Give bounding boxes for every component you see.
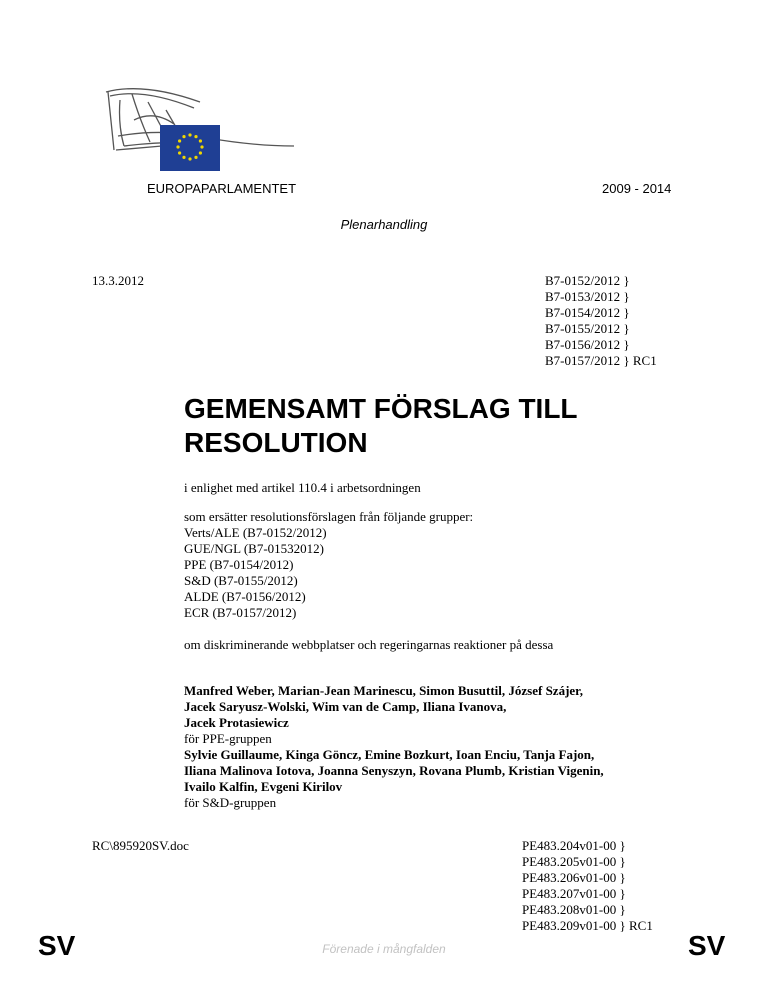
pe-reference: PE483.209v01-00 } RC1 <box>522 918 653 933</box>
group-affiliation: för PPE-gruppen <box>184 731 272 746</box>
title-line: RESOLUTION <box>184 427 368 458</box>
group-entry: S&D (B7-0155/2012) <box>184 573 298 588</box>
pe-references <box>522 838 653 934</box>
reference-number: B7-0156/2012 } <box>545 337 630 352</box>
title-line: GEMENSAMT FÖRSLAG TILL <box>184 393 578 424</box>
resolution-subject: om diskriminerande webbplatser och regeringarnas reaktioner på dessa <box>184 637 554 652</box>
document-references <box>545 273 657 369</box>
reference-number: B7-0155/2012 } <box>545 321 630 336</box>
group-entry: ALDE (B7-0156/2012) <box>184 589 306 604</box>
author-line: Ivailo Kalfin, Evgeni Kirilov <box>184 779 343 794</box>
author-line: Iliana Malinova Iotova, Joanna Senyszyn, Rovana Plumb, Kristian Vigenin, <box>184 763 604 778</box>
language-code-right: SV <box>688 930 726 961</box>
replaced-motions <box>184 509 704 621</box>
author-line: Jacek Saryusz-Wolski, Wim van de Camp, Iliana Ivanova, <box>184 699 507 714</box>
group-entry: PPE (B7-0154/2012) <box>184 557 294 572</box>
author-line: Sylvie Guillaume, Kinga Göncz, Emine Bozkurt, Ioan Enciu, Tanja Fajon, <box>184 747 595 762</box>
european-parliament-logo <box>104 80 304 180</box>
reference-number: B7-0154/2012 } <box>545 305 630 320</box>
authors-block <box>184 683 724 811</box>
language-code-left: SV <box>38 930 76 961</box>
group-entry: GUE/NGL (B7-01532012) <box>184 541 324 556</box>
group-entry: Verts/ALE (B7-0152/2012) <box>184 525 327 540</box>
pe-reference: PE483.208v01-00 } <box>522 902 626 917</box>
procedural-rule: i enlighet med artikel 110.4 i arbetsordningen <box>184 480 421 495</box>
eu-flag-icon <box>160 125 220 171</box>
document-type: Plenarhandling <box>340 217 428 232</box>
institution-name: EUROPAPARLAMENTET <box>147 181 297 196</box>
document-date: 13.3.2012 <box>92 273 144 288</box>
parliamentary-term: 2009 - 2014 <box>602 181 672 196</box>
pe-reference: PE483.207v01-00 } <box>522 886 626 901</box>
reference-number: B7-0153/2012 } <box>545 289 630 304</box>
author-line: Manfred Weber, Marian-Jean Marinescu, Simon Busuttil, József Szájer, <box>184 683 584 698</box>
eu-motto: Förenade i mångfalden <box>322 942 446 956</box>
group-entry: ECR (B7-0157/2012) <box>184 605 297 620</box>
pe-reference: PE483.206v01-00 } <box>522 870 626 885</box>
author-line: Jacek Protasiewicz <box>184 715 289 730</box>
replaced-motions-intro: som ersätter resolutionsförslagen från följande grupper: <box>184 509 474 524</box>
pe-reference: PE483.205v01-00 } <box>522 854 626 869</box>
pe-reference: PE483.204v01-00 } <box>522 838 626 853</box>
group-affiliation: för S&D-gruppen <box>184 795 277 810</box>
document-title <box>184 392 704 460</box>
file-name: RC\895920SV.doc <box>92 838 189 853</box>
reference-number: B7-0157/2012 } RC1 <box>545 353 657 368</box>
reference-number: B7-0152/2012 } <box>545 273 630 288</box>
